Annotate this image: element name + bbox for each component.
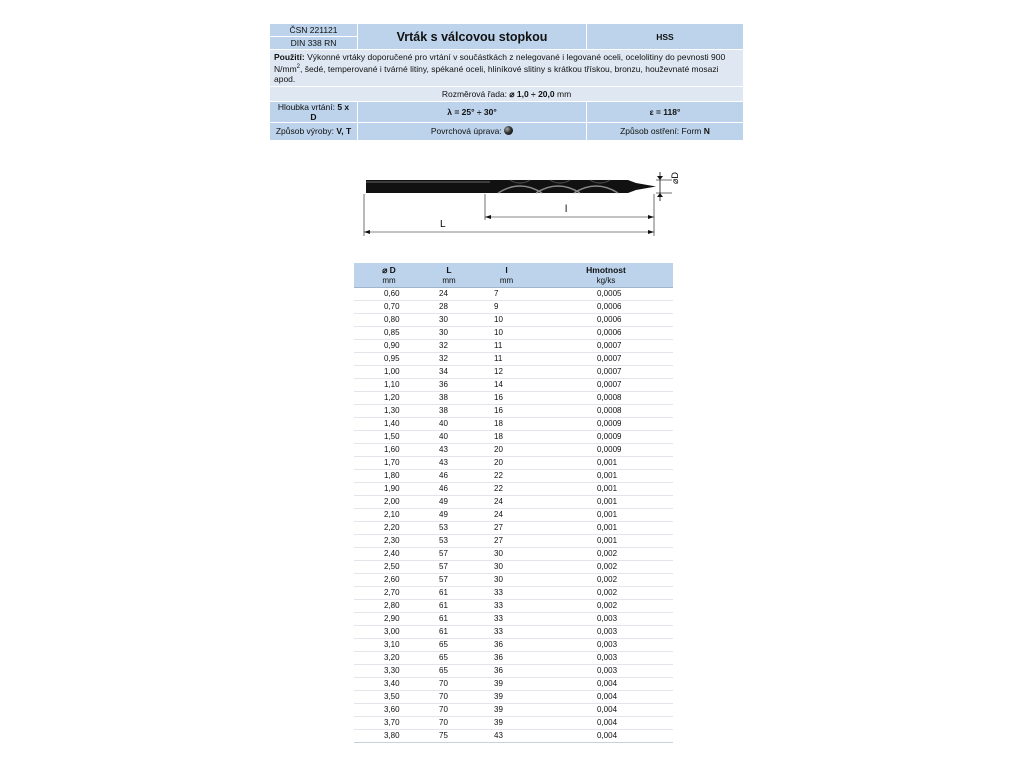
table-row bbox=[354, 457, 673, 470]
table-row bbox=[354, 535, 673, 548]
cell-L: 28 bbox=[424, 301, 474, 314]
cell-weight: 0,0009 bbox=[539, 444, 673, 457]
cell-L: 32 bbox=[424, 353, 474, 366]
cell-L: 57 bbox=[424, 548, 474, 561]
cell-l: 30 bbox=[474, 548, 539, 561]
table-row bbox=[354, 561, 673, 574]
cell-diameter: 3,40 bbox=[354, 678, 424, 691]
cell-weight: 0,002 bbox=[539, 600, 673, 613]
product-title: Vrták s válcovou stopkou bbox=[358, 24, 587, 50]
cell-L: 53 bbox=[424, 522, 474, 535]
cell-weight: 0,004 bbox=[539, 704, 673, 717]
standard-din: DIN 338 RN bbox=[270, 37, 358, 50]
table-row bbox=[354, 496, 673, 509]
cell-diameter: 0,60 bbox=[354, 288, 424, 301]
cell-L: 70 bbox=[424, 704, 474, 717]
cell-weight: 0,004 bbox=[539, 730, 673, 743]
cell-weight: 0,001 bbox=[539, 535, 673, 548]
table-row bbox=[354, 509, 673, 522]
cell-diameter: 2,20 bbox=[354, 522, 424, 535]
table-row bbox=[354, 691, 673, 704]
table-row bbox=[354, 717, 673, 730]
cell-L: 30 bbox=[424, 327, 474, 340]
cell-L: 36 bbox=[424, 379, 474, 392]
cell-diameter: 2,10 bbox=[354, 509, 424, 522]
col-header-weight: Hmotnost kg/ks bbox=[539, 263, 673, 288]
cell-l: 24 bbox=[474, 509, 539, 522]
cell-diameter: 3,00 bbox=[354, 626, 424, 639]
table-header-row bbox=[354, 263, 673, 288]
cell-weight: 0,003 bbox=[539, 665, 673, 678]
cell-weight: 0,001 bbox=[539, 509, 673, 522]
production-method bbox=[270, 122, 358, 140]
cell-L: 57 bbox=[424, 561, 474, 574]
cell-diameter: 1,10 bbox=[354, 379, 424, 392]
cell-L: 38 bbox=[424, 405, 474, 418]
cell-L: 70 bbox=[424, 717, 474, 730]
cell-l: 39 bbox=[474, 717, 539, 730]
diameter-label: ⌀D bbox=[670, 172, 680, 184]
cell-l: 27 bbox=[474, 535, 539, 548]
cell-diameter: 2,00 bbox=[354, 496, 424, 509]
cell-l: 30 bbox=[474, 574, 539, 587]
cell-L: 57 bbox=[424, 574, 474, 587]
cell-diameter: 3,70 bbox=[354, 717, 424, 730]
cell-l: 9 bbox=[474, 301, 539, 314]
cell-l: 11 bbox=[474, 353, 539, 366]
cell-diameter: 1,50 bbox=[354, 431, 424, 444]
cell-L: 49 bbox=[424, 496, 474, 509]
size-range bbox=[270, 86, 744, 101]
cell-weight: 0,001 bbox=[539, 496, 673, 509]
cell-l: 12 bbox=[474, 366, 539, 379]
cell-diameter: 2,80 bbox=[354, 600, 424, 613]
cell-diameter: 3,20 bbox=[354, 652, 424, 665]
cell-l: 14 bbox=[474, 379, 539, 392]
cell-weight: 0,0009 bbox=[539, 431, 673, 444]
cell-weight: 0,0008 bbox=[539, 405, 673, 418]
cell-L: 40 bbox=[424, 418, 474, 431]
cell-L: 34 bbox=[424, 366, 474, 379]
header-table bbox=[269, 23, 744, 141]
usage-description bbox=[270, 50, 744, 87]
usage-text-2: , šedé, temperované i tvárné litiny, spékané oceli, hliníkové slitiny s krátkou třískou, bronzu, houževnaté mosazi apod. bbox=[274, 63, 719, 84]
drilling-depth bbox=[270, 101, 358, 122]
cell-weight: 0,0006 bbox=[539, 327, 673, 340]
cell-weight: 0,0009 bbox=[539, 418, 673, 431]
cell-weight: 0,002 bbox=[539, 574, 673, 587]
cell-weight: 0,002 bbox=[539, 548, 673, 561]
range-label: Rozměrová řada: bbox=[441, 88, 510, 99]
depth-label: Hloubka vrtání: bbox=[277, 101, 338, 112]
table-row bbox=[354, 483, 673, 496]
cell-L: 65 bbox=[424, 665, 474, 678]
cell-L: 75 bbox=[424, 730, 474, 743]
table-row bbox=[354, 444, 673, 457]
table-row bbox=[354, 613, 673, 626]
cell-L: 61 bbox=[424, 626, 474, 639]
cell-weight: 0,0006 bbox=[539, 301, 673, 314]
table-row bbox=[354, 379, 673, 392]
cell-diameter: 1,20 bbox=[354, 392, 424, 405]
cell-diameter: 3,30 bbox=[354, 665, 424, 678]
table-row bbox=[354, 626, 673, 639]
cell-l: 33 bbox=[474, 613, 539, 626]
table-row bbox=[354, 730, 673, 743]
cell-weight: 0,0008 bbox=[539, 392, 673, 405]
cell-l: 43 bbox=[474, 730, 539, 743]
cell-L: 43 bbox=[424, 457, 474, 470]
cell-l: 16 bbox=[474, 392, 539, 405]
cell-weight: 0,0007 bbox=[539, 379, 673, 392]
table-row bbox=[354, 548, 673, 561]
grinding-label: Způsob ostření: Form bbox=[620, 126, 704, 137]
cell-l: 22 bbox=[474, 483, 539, 496]
production-value: V, T bbox=[336, 126, 352, 137]
col-header-L: L mm bbox=[424, 263, 474, 288]
table-row bbox=[354, 327, 673, 340]
cell-l: 36 bbox=[474, 665, 539, 678]
production-label: Způsob výroby: bbox=[275, 126, 337, 137]
cell-weight: 0,004 bbox=[539, 678, 673, 691]
cell-diameter: 1,00 bbox=[354, 366, 424, 379]
cell-l: 24 bbox=[474, 496, 539, 509]
col-header-l: l mm bbox=[474, 263, 539, 288]
cell-l: 36 bbox=[474, 639, 539, 652]
cell-weight: 0,0007 bbox=[539, 353, 673, 366]
table-row bbox=[354, 522, 673, 535]
cell-diameter: 3,60 bbox=[354, 704, 424, 717]
cell-L: 61 bbox=[424, 587, 474, 600]
cell-L: 38 bbox=[424, 392, 474, 405]
cell-diameter: 1,40 bbox=[354, 418, 424, 431]
cell-L: 32 bbox=[424, 340, 474, 353]
cell-diameter: 0,90 bbox=[354, 340, 424, 353]
cell-weight: 0,001 bbox=[539, 522, 673, 535]
depth-value: 5 x D bbox=[310, 101, 350, 122]
cell-l: 16 bbox=[474, 405, 539, 418]
cell-diameter: 0,85 bbox=[354, 327, 424, 340]
surface-treatment bbox=[358, 122, 587, 140]
cell-l: 30 bbox=[474, 561, 539, 574]
cell-weight: 0,0005 bbox=[539, 288, 673, 301]
cell-weight: 0,002 bbox=[539, 561, 673, 574]
table-row bbox=[354, 600, 673, 613]
cell-weight: 0,003 bbox=[539, 652, 673, 665]
table-row bbox=[354, 574, 673, 587]
table-row bbox=[354, 652, 673, 665]
cell-diameter: 3,50 bbox=[354, 691, 424, 704]
cell-diameter: 1,30 bbox=[354, 405, 424, 418]
usage-sup: 2 bbox=[296, 64, 301, 70]
cell-diameter: 2,60 bbox=[354, 574, 424, 587]
cell-weight: 0,0007 bbox=[539, 366, 673, 379]
table-row bbox=[354, 470, 673, 483]
cell-L: 46 bbox=[424, 470, 474, 483]
table-row bbox=[354, 392, 673, 405]
cell-weight: 0,0007 bbox=[539, 340, 673, 353]
cell-diameter: 2,30 bbox=[354, 535, 424, 548]
grinding-value: N bbox=[703, 126, 710, 137]
cell-l: 39 bbox=[474, 704, 539, 717]
usage-text-1: Výkonné vrtáky doporučené pro vrtání v součástkách z nelegované i legované oceli, ocelolitiny do pevnosti 900 N/mm bbox=[274, 52, 726, 74]
cell-diameter: 1,60 bbox=[354, 444, 424, 457]
cell-L: 30 bbox=[424, 314, 474, 327]
cell-L: 61 bbox=[424, 613, 474, 626]
table-row bbox=[354, 405, 673, 418]
drill-diagram bbox=[360, 168, 680, 240]
cell-weight: 0,001 bbox=[539, 470, 673, 483]
cell-weight: 0,004 bbox=[539, 691, 673, 704]
cell-l: 18 bbox=[474, 431, 539, 444]
cell-l: 39 bbox=[474, 678, 539, 691]
cell-L: 46 bbox=[424, 483, 474, 496]
cell-weight: 0,002 bbox=[539, 587, 673, 600]
table-row bbox=[354, 639, 673, 652]
length-l-label: l bbox=[565, 204, 568, 215]
cell-l: 7 bbox=[474, 288, 539, 301]
cell-l: 10 bbox=[474, 314, 539, 327]
cell-diameter: 2,40 bbox=[354, 548, 424, 561]
cell-diameter: 0,70 bbox=[354, 301, 424, 314]
cell-L: 65 bbox=[424, 652, 474, 665]
cell-diameter: 2,90 bbox=[354, 613, 424, 626]
cell-weight: 0,0006 bbox=[539, 314, 673, 327]
table-row bbox=[354, 353, 673, 366]
cell-l: 27 bbox=[474, 522, 539, 535]
cell-L: 24 bbox=[424, 288, 474, 301]
cell-l: 11 bbox=[474, 340, 539, 353]
usage-label: Použití: bbox=[274, 52, 305, 62]
table-row bbox=[354, 366, 673, 379]
surface-label: Povrchová úprava: bbox=[430, 126, 505, 137]
epsilon-angle: ε = 118° bbox=[587, 101, 744, 122]
cell-diameter: 3,80 bbox=[354, 730, 424, 743]
table-row bbox=[354, 704, 673, 717]
range-unit: mm bbox=[554, 88, 572, 99]
cell-l: 22 bbox=[474, 470, 539, 483]
cell-l: 33 bbox=[474, 587, 539, 600]
cell-L: 61 bbox=[424, 600, 474, 613]
table-row bbox=[354, 431, 673, 444]
cell-weight: 0,001 bbox=[539, 483, 673, 496]
cell-diameter: 2,70 bbox=[354, 587, 424, 600]
cell-weight: 0,003 bbox=[539, 626, 673, 639]
cell-L: 70 bbox=[424, 691, 474, 704]
length-L-label: L bbox=[440, 219, 446, 230]
table-row bbox=[354, 301, 673, 314]
cell-diameter: 1,90 bbox=[354, 483, 424, 496]
cell-diameter: 3,10 bbox=[354, 639, 424, 652]
standard-csn: ČSN 221121 bbox=[270, 24, 358, 37]
cell-l: 18 bbox=[474, 418, 539, 431]
table-row bbox=[354, 587, 673, 600]
table-row bbox=[354, 288, 673, 301]
cell-weight: 0,003 bbox=[539, 613, 673, 626]
cell-weight: 0,003 bbox=[539, 639, 673, 652]
cell-diameter: 1,70 bbox=[354, 457, 424, 470]
cell-diameter: 1,80 bbox=[354, 470, 424, 483]
cell-l: 36 bbox=[474, 652, 539, 665]
cell-weight: 0,001 bbox=[539, 457, 673, 470]
table-row bbox=[354, 678, 673, 691]
cell-L: 40 bbox=[424, 431, 474, 444]
dimensions-table bbox=[354, 263, 673, 743]
col-header-diameter: ⌀ D mm bbox=[354, 263, 424, 288]
cell-l: 39 bbox=[474, 691, 539, 704]
cell-diameter: 0,80 bbox=[354, 314, 424, 327]
cell-diameter: 0,95 bbox=[354, 353, 424, 366]
cell-L: 65 bbox=[424, 639, 474, 652]
material-label: HSS bbox=[587, 24, 744, 50]
cell-l: 10 bbox=[474, 327, 539, 340]
black-oxide-ball-icon bbox=[504, 126, 513, 135]
range-value: ⌀ 1,0 ÷ 20,0 bbox=[509, 88, 555, 99]
table-row bbox=[354, 418, 673, 431]
cell-diameter: 2,50 bbox=[354, 561, 424, 574]
table-row bbox=[354, 340, 673, 353]
cell-l: 33 bbox=[474, 600, 539, 613]
table-row bbox=[354, 665, 673, 678]
cell-L: 53 bbox=[424, 535, 474, 548]
cell-weight: 0,004 bbox=[539, 717, 673, 730]
cell-L: 43 bbox=[424, 444, 474, 457]
cell-l: 20 bbox=[474, 444, 539, 457]
lambda-angle: λ = 25° ÷ 30° bbox=[358, 101, 587, 122]
cell-l: 20 bbox=[474, 457, 539, 470]
cell-L: 70 bbox=[424, 678, 474, 691]
cell-l: 33 bbox=[474, 626, 539, 639]
grinding-method bbox=[587, 122, 744, 140]
cell-L: 49 bbox=[424, 509, 474, 522]
table-row bbox=[354, 314, 673, 327]
